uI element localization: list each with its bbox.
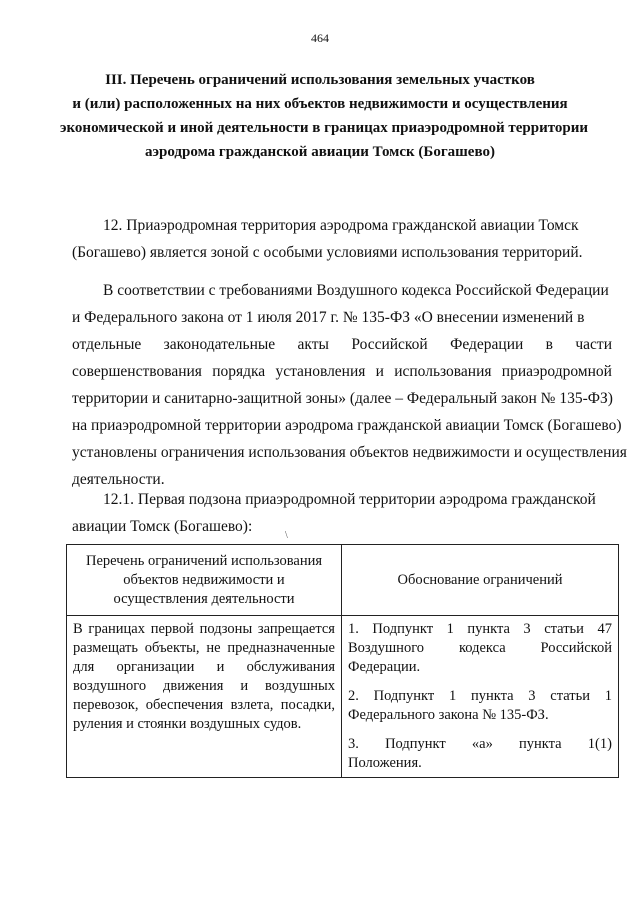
- word: приаэродромной: [501, 363, 612, 380]
- word: пункта: [519, 736, 562, 752]
- paragraph-line-justified: [72, 331, 612, 358]
- word: 1: [604, 688, 612, 704]
- basis-line: [348, 639, 612, 658]
- word: и: [216, 659, 225, 675]
- word: законодательные: [163, 336, 276, 353]
- restrictions-table: [66, 544, 619, 778]
- paragraph-line: установлены ограничения использования объектов недвижимости и осуществления: [72, 444, 627, 461]
- restriction-cell: [67, 616, 342, 778]
- basis-line: [348, 620, 612, 639]
- word: Федерации: [450, 336, 524, 353]
- paragraph-law: [72, 277, 627, 493]
- word: В: [73, 621, 83, 637]
- word: предназначенные: [227, 640, 335, 656]
- restriction-line: [73, 639, 335, 658]
- paragraph-line: территории и санитарно-защитной зоны» (далее – Федеральный закон № 135-ФЗ): [72, 390, 613, 407]
- word: запрещается: [257, 621, 335, 637]
- word: организации: [116, 659, 195, 675]
- paragraph-12-1: [72, 486, 612, 540]
- word: Подпункт: [385, 736, 446, 752]
- paragraph-12: [72, 212, 612, 266]
- word: первой: [150, 621, 194, 637]
- restriction-line: [73, 620, 335, 639]
- word: 3: [528, 688, 536, 704]
- word: границах: [88, 621, 145, 637]
- basis-item-3: [348, 735, 612, 773]
- paragraph-line: авиации Томск (Богашево):: [72, 518, 253, 535]
- word: пункта: [470, 688, 514, 704]
- heading-line: III. Перечень ограничений использования земельных участков: [105, 72, 535, 88]
- header-line: Перечень ограничений использования: [85, 552, 323, 569]
- word: обеспечения: [145, 697, 224, 713]
- word: части: [575, 336, 612, 353]
- restriction-line: [73, 696, 335, 715]
- basis-item-2: [348, 687, 612, 725]
- word: 1: [446, 621, 454, 637]
- word: пункта: [467, 621, 510, 637]
- word: совершенствования: [72, 363, 202, 380]
- word: статьи: [544, 621, 584, 637]
- word: отдельные: [72, 336, 142, 353]
- word: 1.: [348, 621, 359, 637]
- word: использования: [394, 363, 492, 380]
- heading-line: аэродрома гражданской авиации Томск (Богашево): [145, 144, 495, 160]
- basis-item-1: [348, 620, 612, 677]
- heading-line: экономической и иной деятельности в границах приаэродромной территории: [60, 120, 589, 136]
- word: не: [206, 640, 221, 656]
- word: воздушных: [264, 678, 335, 694]
- word: 3.: [348, 736, 359, 752]
- scan-mark: \: [285, 530, 288, 541]
- word: Российской: [351, 336, 428, 353]
- word: и: [240, 678, 249, 694]
- paragraph-line: В соответствии с требованиями Воздушного кодекса Российской Федерации: [103, 282, 609, 299]
- word: кодекса: [458, 640, 506, 656]
- paragraph-line: и Федерального закона от 1 июля 2017 г. № 135-ФЗ «О внесении изменений в: [72, 309, 585, 326]
- word: 2.: [348, 688, 359, 704]
- word: взлета,: [230, 697, 274, 713]
- basis-cell: [342, 616, 619, 778]
- section-heading: [60, 68, 589, 164]
- word: Подпункт: [373, 688, 435, 704]
- word: движения: [163, 678, 224, 694]
- basis-line: [348, 735, 612, 754]
- header-restrictions: [67, 545, 342, 616]
- word: порядка: [212, 363, 266, 380]
- word: «а»: [471, 736, 493, 752]
- word: Подпункт: [372, 621, 434, 637]
- table-header-row: [67, 545, 619, 616]
- word: 3: [523, 621, 531, 637]
- table-row: [67, 616, 619, 778]
- word: посадки,: [280, 697, 335, 713]
- paragraph-line-justified: [72, 358, 612, 385]
- word: 1(1): [587, 736, 612, 752]
- basis-line: [348, 687, 612, 706]
- basis-line: Федерального закона № 135-ФЗ.: [348, 707, 549, 723]
- word: Воздушного: [348, 640, 425, 656]
- word: воздушного: [73, 678, 147, 694]
- word: для: [73, 659, 95, 675]
- word: 47: [597, 621, 612, 637]
- paragraph-line: 12. Приаэродромная территория аэродрома гражданской авиации Томск: [103, 217, 579, 234]
- paragraph-line: на приаэродромной территории аэродрома гражданской авиации Томск (Богашево): [72, 417, 622, 434]
- header-line: осуществления деятельности: [113, 590, 295, 607]
- word: и: [375, 363, 384, 380]
- word: размещать: [73, 640, 138, 656]
- restriction-line: [73, 658, 335, 677]
- word: обслуживания: [246, 659, 335, 675]
- paragraph-line: 12.1. Первая подзона приаэродромной территории аэродрома гражданской: [103, 491, 596, 508]
- word: в: [545, 336, 553, 353]
- header-line: объектов недвижимости и: [123, 571, 285, 588]
- heading-line: и (или) расположенных на них объектов недвижимости и осуществления: [72, 96, 568, 112]
- word: Российской: [540, 640, 612, 656]
- word: перевозок,: [73, 697, 139, 713]
- basis-line: Положения.: [348, 755, 422, 771]
- word: 1: [449, 688, 457, 704]
- page-number: 464: [311, 31, 329, 45]
- word: объекты,: [144, 640, 200, 656]
- paragraph-line: деятельности.: [72, 471, 165, 488]
- restriction-line: руления и стоянки воздушных судов.: [73, 716, 302, 732]
- word: акты: [297, 336, 329, 353]
- word: статьи: [550, 688, 591, 704]
- basis-line: Федерации.: [348, 659, 421, 675]
- word: подзоны: [199, 621, 253, 637]
- paragraph-line: (Богашево) является зоной с особыми условиями использования территорий.: [72, 244, 583, 261]
- restriction-line: [73, 677, 335, 696]
- word: установления: [275, 363, 366, 380]
- header-basis: Обоснование ограничений: [342, 545, 619, 616]
